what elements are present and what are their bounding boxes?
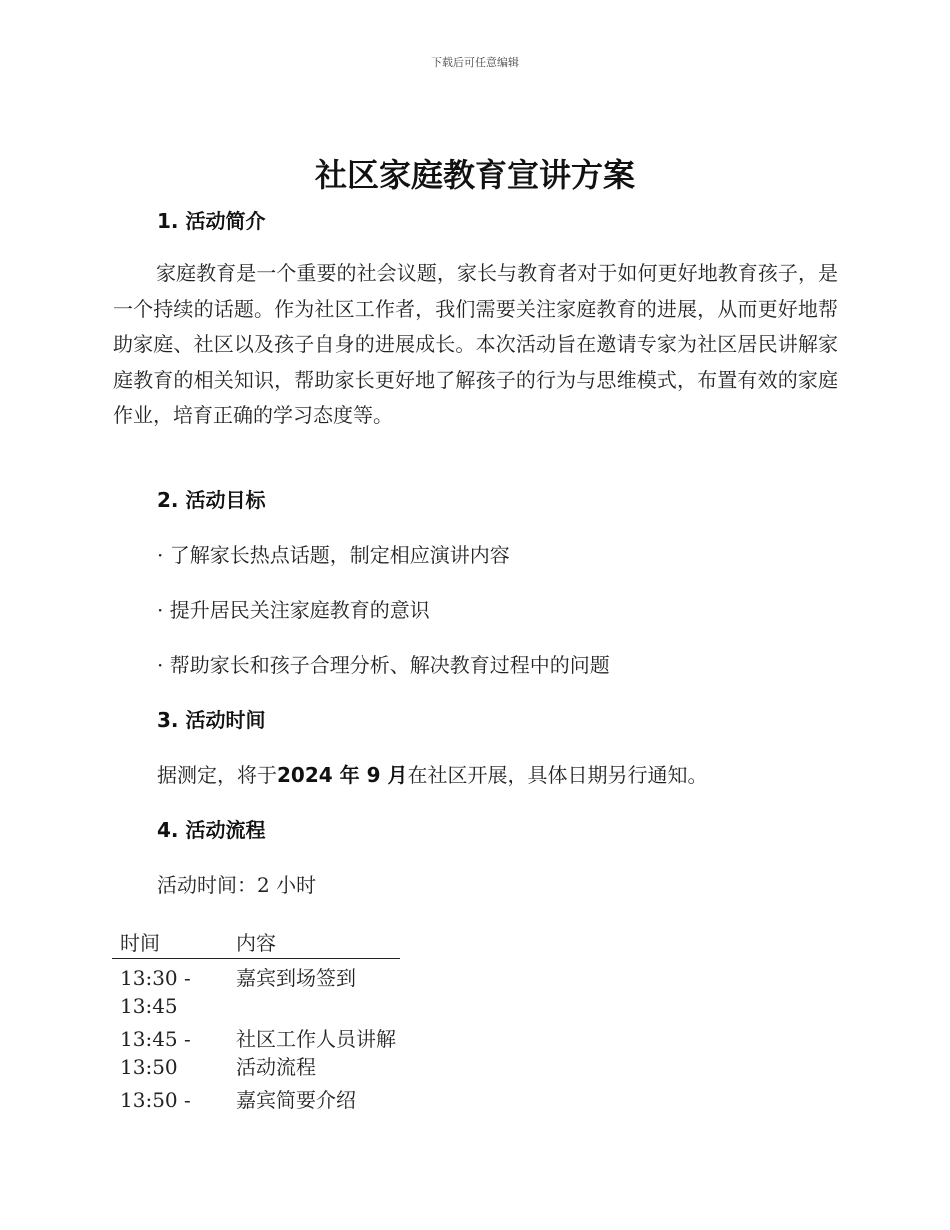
schedule-header-row [112, 924, 400, 959]
schedule-time-cell: 13:50 - [120, 1088, 191, 1112]
goal-item: · 帮助家长和孩子合理分析、解决教育过程中的问题 [157, 653, 610, 677]
schedule-header-time: 时间 [120, 931, 160, 955]
schedule-table [112, 924, 400, 1114]
schedule-content-cell: 嘉宾简要介绍 [236, 1088, 356, 1112]
time-text-after: 在社区开展，具体日期另行通知。 [407, 763, 708, 787]
section-heading-goals: 2. 活动目标 [157, 488, 266, 512]
header-note: 下载后可任意编辑 [431, 56, 519, 69]
schedule-content-cell: 社区工作人员讲解活动流程 [236, 1027, 396, 1079]
schedule-header-content: 内容 [236, 931, 276, 955]
section-heading-intro: 1. 活动简介 [157, 209, 266, 233]
activity-duration: 活动时间：2 小时 [157, 873, 317, 897]
time-text-before: 据测定，将于 [157, 763, 277, 787]
table-row [112, 1081, 400, 1114]
schedule-time-cell: 13:30 - 13:45 [120, 966, 191, 1018]
goal-item: · 提升居民关注家庭教育的意识 [157, 598, 430, 622]
section-heading-time: 3. 活动时间 [157, 708, 266, 732]
goal-item: · 了解家长热点话题，制定相应演讲内容 [157, 543, 510, 567]
activity-date: 2024 年 9 月 [277, 763, 408, 787]
table-row [112, 1020, 400, 1081]
activity-time-text [157, 759, 707, 788]
intro-paragraph: 家庭教育是一个重要的社会议题，家长与教育者对于如何更好地教育孩子，是一个持续的话题。作为社区工作者，我们需要关注家庭教育的进展，从而更好地帮助家庭、社区以及孩子自身的进展成长。本次活动旨在邀请专家为社区居民讲解家庭教育的相关知识，帮助家长更好地了解孩子的行为与思维模式，布置有效的家庭作业，培育正确的学习态度等。 [113, 261, 838, 427]
table-row [112, 959, 400, 1020]
schedule-content-cell: 嘉宾到场签到 [236, 966, 356, 990]
section-heading-process: 4. 活动流程 [157, 818, 266, 842]
schedule-time-cell: 13:45 - 13:50 [120, 1027, 191, 1079]
page-title: 社区家庭教育宣讲方案 [314, 156, 635, 194]
